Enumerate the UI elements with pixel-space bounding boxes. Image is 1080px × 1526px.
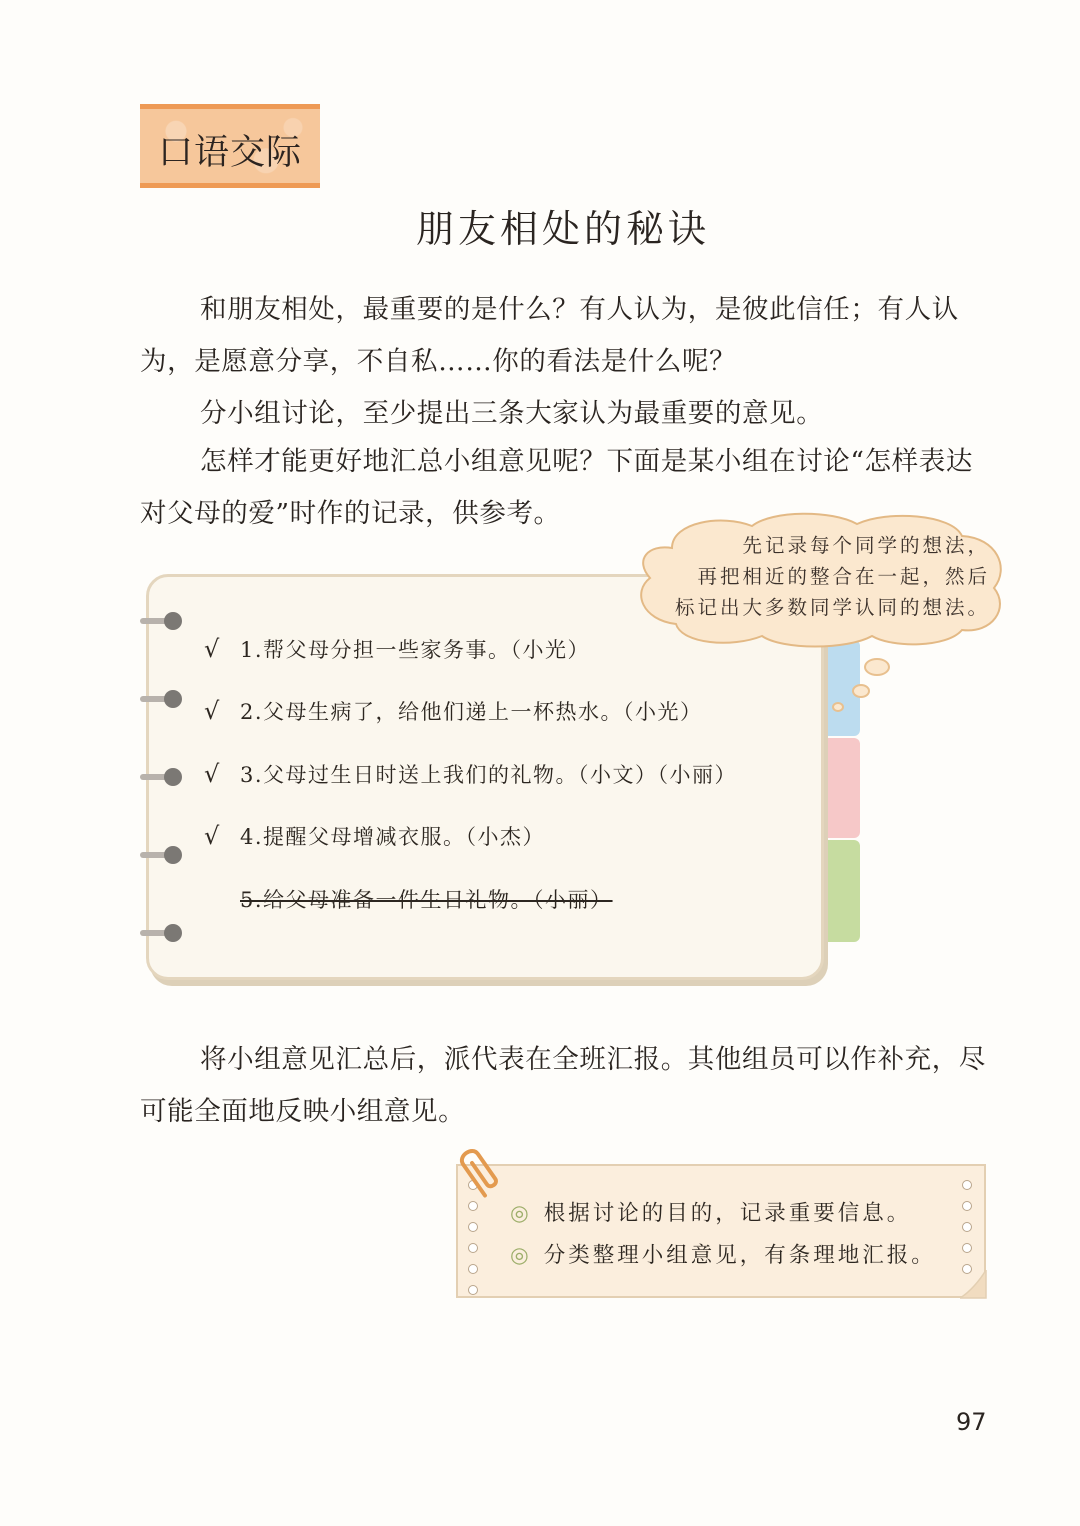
tip-item (510, 1196, 911, 1227)
page-curl-icon (960, 1270, 988, 1300)
check-mark-icon: √ (204, 822, 221, 850)
page-number: 97 (956, 1408, 987, 1436)
check-mark-icon: √ (204, 760, 221, 788)
thought-bubble (852, 684, 870, 698)
paragraph-2: 分小组讨论，至少提出三条大家认为最重要的意见。 (200, 398, 824, 429)
section-tag-label: 口语交际 (158, 133, 303, 173)
check-mark-icon: √ (204, 697, 221, 725)
notebook-item (204, 634, 590, 664)
thought-bubble (864, 658, 890, 676)
binder-ring (140, 612, 186, 630)
lesson-title: 朋友相处的秘诀 (415, 207, 710, 251)
tip-item (510, 1238, 936, 1269)
bullet-icon: ◎ (510, 1243, 532, 1268)
notebook-item (204, 821, 545, 851)
cloud-line-3: 标记出大多数同学认同的想法。 (674, 596, 990, 619)
tip-card (456, 1164, 986, 1298)
notebook-item (204, 759, 737, 789)
notebook-item-text: 3.父母过生日时送上我们的礼物。（小文）（小丽） (240, 763, 738, 787)
binder-ring (140, 924, 186, 942)
tip-item-text: 分类整理小组意见，有条理地汇报。 (543, 1243, 936, 1268)
cloud-line-1: 先记录每个同学的想法， (742, 534, 990, 557)
notebook-item-text: 4.提醒父母增减衣服。（小杰） (240, 825, 546, 849)
paragraph-3: 怎样才能更好地汇总小组意见呢？下面是某小组在讨论“怎样表达对父母的爱”时作的记录，供参考。 (140, 446, 973, 529)
check-mark-icon: √ (204, 635, 221, 663)
notebook-item-struck (240, 884, 613, 914)
notebook-item-text: 5.给父母准备一件生日礼物。（小丽） (240, 888, 613, 912)
binder-ring (140, 768, 186, 786)
notebook-tab-green (820, 840, 860, 942)
binder-ring (140, 846, 186, 864)
paragraph-4: 将小组意见汇总后，派代表在全班汇报。其他组员可以作补充，尽可能全面地反映小组意见。 (140, 1044, 986, 1127)
notebook-item (204, 696, 703, 726)
notebook-item-text: 1.帮父母分担一些家务事。（小光） (240, 638, 591, 662)
paragraph-1: 和朋友相处，最重要的是什么？有人认为，是彼此信任；有人认为，是愿意分享，不自私……你的看法是什么呢？ (140, 294, 959, 377)
tip-item-text: 根据讨论的目的，记录重要信息。 (543, 1201, 912, 1226)
section-tag (140, 104, 320, 188)
paperclip-icon (458, 1140, 508, 1200)
cloud-line-2: 再把相近的整合在一起，然后 (697, 565, 990, 588)
thought-cloud (632, 508, 1010, 648)
bullet-icon: ◎ (510, 1201, 532, 1226)
notebook-item-text: 2.父母生病了，给他们递上一杯热水。（小光） (240, 700, 703, 724)
binder-ring (140, 690, 186, 708)
thought-bubble (832, 702, 844, 712)
notebook-tab-pink (820, 738, 860, 838)
